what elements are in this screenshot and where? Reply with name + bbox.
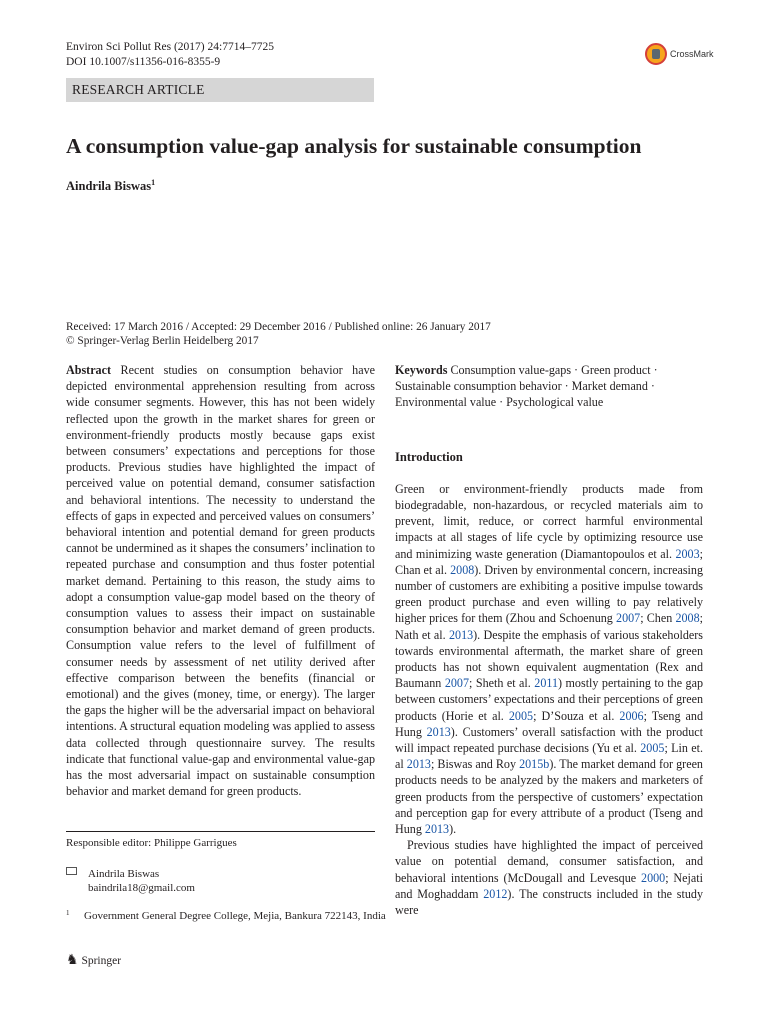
publication-dates: Received: 17 March 2016 / Accepted: 29 December 2016 / Published online: 26 January 2017 [66, 321, 491, 333]
citation-link[interactable]: 2013 [426, 724, 451, 739]
abstract [66, 362, 375, 799]
footnote-divider [66, 831, 375, 832]
citation-link[interactable]: 2008 [675, 611, 700, 626]
article-title: A consumption value-gap analysis for sustainable consumption [66, 134, 642, 158]
citation-link[interactable]: 2006 [619, 708, 644, 723]
citation-link[interactable]: 2013 [406, 757, 431, 772]
crossmark-badge[interactable] [645, 43, 714, 67]
citation-link[interactable]: 2011 [534, 676, 559, 691]
citation-link[interactable]: 2007 [616, 611, 641, 626]
crossmark-icon [645, 43, 667, 65]
doi[interactable]: DOI 10.1007/s11356-016-8355-9 [66, 56, 221, 68]
introduction-heading: Introduction [395, 449, 463, 464]
affiliation-text: Government General Degree College, Mejia, Bankura 722143, India [84, 910, 386, 922]
citation-link[interactable]: 2013 [448, 627, 474, 642]
contact-name: Aindrila Biswas [88, 868, 160, 880]
citation-link[interactable]: 2008 [450, 562, 475, 577]
citation-link[interactable]: 2005 [508, 708, 534, 723]
contact-email[interactable]: baindrila18@gmail.com [88, 882, 195, 894]
journal-header [66, 40, 274, 70]
abstract-label: Abstract [66, 363, 112, 377]
introduction-paragraph-2: Previous studies have highlighted the impact of perceived value on potential demand, consumer satisfaction, and behavioral intentions (McDougall and Levesque 2000; Nejati and Moghaddam 2012). The constructs included in the study were [395, 838, 704, 918]
citation-link[interactable]: 2003 [675, 546, 700, 561]
keywords-text: Consumption value-gaps · Green product · Sustainable consumption behavior · Market demand · Environmental value · Psychological value [395, 363, 658, 410]
crossmark-label: CrossMark [670, 49, 714, 59]
affiliation-marker: 1 [66, 909, 70, 917]
author-affiliation-marker: 1 [151, 178, 156, 187]
right-column [395, 362, 703, 918]
journal-citation: Environ Sci Pollut Res (2017) 24:7714–7725 [66, 41, 274, 53]
citation-link[interactable]: 2012 [483, 886, 508, 901]
responsible-editor: Responsible editor: Philippe Garrigues [66, 837, 237, 849]
keywords [395, 362, 703, 411]
introduction-paragraph-1: Green or environment-friendly products made from biodegradable, non-hazardous, or recycled materials aim to prevent, limit, reduce, or correct harmful environmental impacts at all stages of life cycle by optimizing resource use and minimizing waste generation (Diamantopoulos et al. 2003; Chan et al. 2008). Driven by environmental concern, increasing number of customers are exhibiting a positive impulse towards green product purchase and even willing to pay relatively higher prices for them (Zhou and Schoenung 2007; Chen 2008; Nath et al. 2013). Despite the emphasis of various stakeholders towards environmental aftermath, the market share of green products has not shown equivalent augmentation (Rex and Baumann 2007; Sheth et al. 2011) mostly pertaining to the gap between customers’ expectations and their perceptions of green products (Horie et al. 2005; D’Souza et al. 2006; Tseng and Hung 2013). Customers’ overall satisfaction with the product will impact repeated purchase decisions (Yu et al. 2005; Lin et. al 2013; Biswas and Roy 2015b). The market demand for green products needs to be analyzed by the makers and marketers of green products from the perspective of customers’ expectation and perception gap for every attribute of a product (Tseng and Hung 2013). [395, 481, 704, 837]
citation-link[interactable]: 2013 [424, 822, 450, 837]
author-line [66, 178, 155, 194]
copyright: © Springer-Verlag Berlin Heidelberg 2017 [66, 335, 259, 347]
springer-horse-icon: ♞ [66, 953, 79, 968]
publisher-name: Springer [81, 955, 122, 967]
article-type: RESEARCH ARTICLE [72, 82, 205, 97]
publisher-logo[interactable] [66, 952, 121, 969]
keywords-label: Keywords [395, 363, 448, 377]
envelope-icon [66, 867, 77, 875]
citation-link[interactable]: 2015b [519, 757, 550, 772]
article-history [66, 320, 491, 348]
article-type-banner [66, 78, 374, 102]
author-name[interactable]: Aindrila Biswas [66, 179, 152, 194]
citation-link[interactable]: 2000 [641, 870, 666, 885]
citation-link[interactable]: 2005 [640, 741, 665, 756]
citation-link[interactable]: 2007 [444, 676, 470, 691]
abstract-column [66, 362, 375, 799]
abstract-text: Recent studies on consumption behavior have depicted environmental apprehension resulting from across wide consumer segments. However, this has not been widely reflected upon the growth in the market shares for green or environment-friendly products mostly because gaps exist between consumers’ expectations and perceptions for those products. Previous studies have highlighted the impact of perceived value on potential demand, consumer satisfaction and behavioral intentions. The necessity to understand the effects of gaps in expected and perceived values on consumers’ behavioral intention and potential demand for green products cannot be undermined as it shapes the consumers’ inclination to repeated purchase and consumption and thus foster potential market demand. Pertaining to this reason, the study aims to adopt a consumption value-gap model based on the theory of consumption values to assess their impact on sustainable consumption behavior and market demand of green products. Consumption value refers to the level of fulfillment of consumer needs by assessment of net utility derived after effective comparison between the benefits (financial or emotional) and the gives (money, time, or energy). The larger the gaps the higher will be the adversarial impact on behavioral intentions. A structural equation modeling was applied to assess data collected through questionnaire survey. The results indicate that functional value-gap and environmental value-gap has the most adversarial impact on sustainable consumption behavior and market demand for green products. [66, 363, 375, 799]
